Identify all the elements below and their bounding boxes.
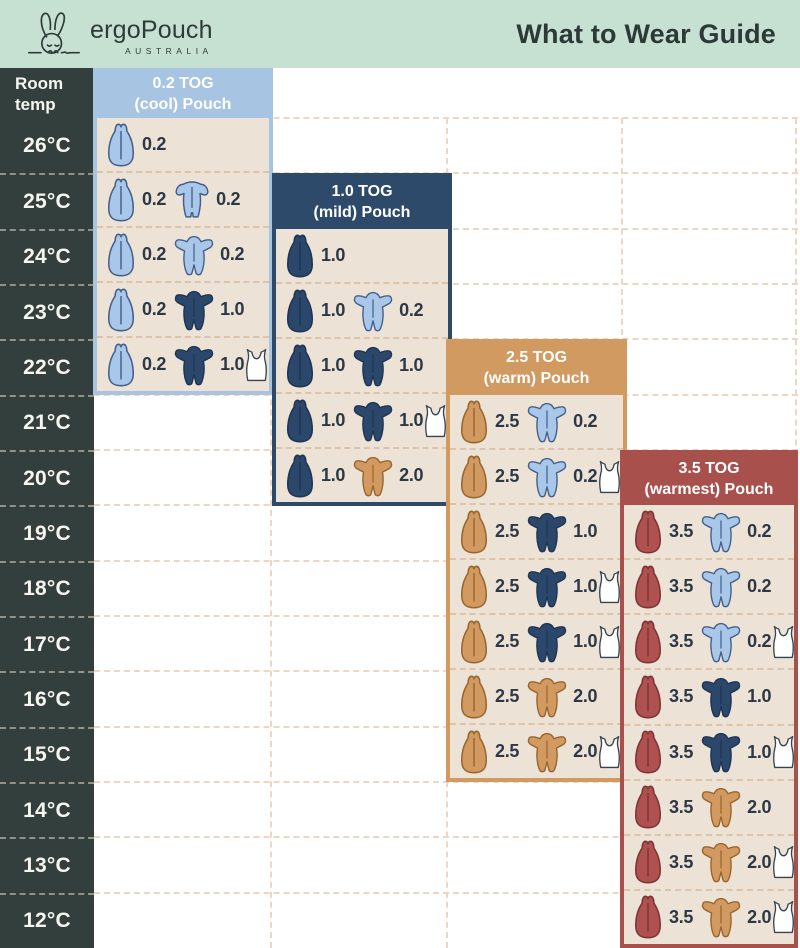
panel-row-21c (276, 392, 448, 447)
onesie-icon (698, 785, 744, 829)
singlet-icon (597, 458, 622, 496)
temp-label-21c: 21°C (0, 395, 94, 450)
tog-value: 2.5 (495, 521, 520, 541)
tog-value: 2.5 (495, 741, 520, 761)
sleeping-bag-icon (103, 122, 139, 168)
tog-value: 1.0 (573, 521, 598, 541)
sleeping-bag-icon (630, 894, 666, 940)
sleeping-bag-icon (630, 564, 666, 610)
temp-label-19c: 19°C (0, 505, 94, 560)
singlet-icon (771, 623, 794, 661)
onesie-icon (350, 289, 396, 333)
panel-row-17c (624, 613, 794, 668)
sleeping-bag-icon (456, 454, 492, 500)
onesie-icon (524, 455, 570, 499)
singlet-icon (771, 898, 794, 936)
brand-country: AUSTRALIA (124, 46, 213, 57)
tog-value: 3.5 (669, 631, 694, 652)
panel-row-23c (276, 282, 448, 337)
temp-label-16c: 16°C (0, 671, 94, 726)
sleeping-bag-icon (456, 619, 492, 665)
room-temp-column (0, 68, 94, 948)
tog-value: 3.5 (669, 686, 694, 707)
onesie-icon (698, 565, 744, 609)
tog-value: 3.5 (669, 576, 694, 597)
brand-text (90, 12, 213, 56)
panel-row-20c (276, 447, 448, 502)
tog-value: 1.0 (321, 465, 346, 485)
tog-value: 1.0 (399, 355, 424, 375)
panel-row-21c (450, 395, 623, 448)
tog-value: 0.2 (142, 134, 167, 154)
singlet-icon (597, 568, 622, 606)
temp-label-20c: 20°C (0, 450, 94, 505)
onesie-icon (524, 730, 570, 774)
panel-1-0-tog-header (276, 177, 448, 229)
panel-0-2-tog-header (97, 72, 269, 118)
temp-rows (0, 118, 94, 948)
panel-title-line1: 0.2 TOG (152, 75, 214, 93)
panel-2-5-tog-header (450, 343, 623, 395)
tog-value: 1.0 (220, 354, 245, 374)
panel-row-15c (450, 723, 623, 778)
tog-value: 2.0 (399, 465, 424, 485)
onesie-icon (524, 620, 570, 664)
tog-value: 2.0 (573, 741, 598, 761)
onesie-icon (171, 233, 217, 277)
panel-0-2-tog (93, 68, 273, 395)
tog-value: 1.0 (321, 355, 346, 375)
tog-value: 3.5 (669, 741, 694, 762)
panel-2-5-tog (446, 339, 627, 782)
tog-value: 0.2 (220, 244, 245, 264)
tog-value: 3.5 (669, 796, 694, 817)
tog-value: 0.2 (216, 189, 241, 209)
temp-label-24c: 24°C (0, 229, 94, 284)
panel-row-23c (97, 281, 269, 336)
top-banner (0, 0, 800, 68)
panel-row-18c (450, 558, 623, 613)
onesie-icon (698, 840, 744, 884)
temp-label-26c: 26°C (23, 133, 71, 157)
singlet-icon (244, 346, 269, 384)
tog-value: 0.2 (573, 411, 598, 431)
panel-row-18c (624, 558, 794, 613)
temp-label-23c: 23°C (0, 284, 94, 339)
onesie-icon (698, 620, 744, 664)
temp-label-22c: 22°C (0, 339, 94, 394)
tog-value: 0.2 (142, 189, 167, 209)
onesie-icon (350, 344, 396, 388)
panel-row-17c (450, 613, 623, 668)
sleeping-bag-icon (282, 453, 318, 499)
onesie-icon (350, 454, 396, 498)
panel-3-5-tog-header (624, 454, 794, 505)
tog-value: 1.0 (747, 741, 772, 762)
tog-value: 1.0 (573, 576, 598, 596)
sleeping-bag-icon (456, 674, 492, 720)
tog-value: 2.0 (573, 686, 598, 706)
tog-value: 3.5 (669, 906, 694, 927)
onesie-icon (698, 730, 744, 774)
panel-row-12c (624, 889, 794, 944)
panel-row-20c (450, 448, 623, 503)
onesie-icon (171, 288, 217, 332)
tog-value: 1.0 (399, 410, 424, 430)
onesie-icon (524, 510, 570, 554)
singlet-icon (771, 843, 794, 881)
tog-value: 3.5 (669, 521, 694, 542)
panel-row-15c (624, 724, 794, 779)
temp-label-12c: 12°C (0, 893, 94, 948)
panel-row-16c (450, 668, 623, 723)
panel-title-line2: (warmest) Pouch (644, 480, 774, 498)
tog-value: 0.2 (399, 300, 424, 320)
sleeping-bag-icon (103, 287, 139, 333)
temp-label-14c: 14°C (0, 782, 94, 837)
panel-0-2-tog-body (97, 118, 269, 391)
tog-value: 1.0 (321, 245, 346, 265)
sleeping-bag-icon (456, 399, 492, 445)
sleeping-bag-icon (103, 177, 139, 223)
onesie-icon (524, 565, 570, 609)
temp-label-25c: 25°C (0, 173, 94, 228)
sleeping-bag-icon (630, 619, 666, 665)
sleeping-bag-icon (456, 564, 492, 610)
sleeping-bag-icon (630, 674, 666, 720)
onesie-icon (350, 399, 396, 443)
panel-row-19c (624, 505, 794, 558)
tog-value: 0.2 (142, 244, 167, 264)
tog-value: 2.5 (495, 411, 520, 431)
singlet-icon (597, 623, 622, 661)
panel-row-22c (276, 337, 448, 392)
panel-title-line1: 2.5 TOG (505, 349, 568, 367)
sleeping-bag-icon (630, 839, 666, 885)
tog-value: 2.5 (495, 576, 520, 596)
panel-row-24c (276, 229, 448, 282)
panel-row-22c (97, 336, 269, 391)
tog-value: 2.0 (747, 906, 772, 927)
panel-row-26c (97, 118, 269, 171)
sleeping-bag-icon (282, 343, 318, 389)
tog-value: 1.0 (321, 300, 346, 320)
tog-value: 0.2 (747, 521, 772, 542)
onesie-icon (698, 895, 744, 939)
tog-value: 1.0 (220, 299, 245, 319)
sleeping-bag-icon (456, 509, 492, 555)
tog-value: 2.5 (495, 686, 520, 706)
tog-value: 2.5 (495, 631, 520, 651)
onesie-icon (524, 400, 570, 444)
singlet-icon (423, 402, 448, 440)
tog-value: 0.2 (573, 466, 598, 486)
short-sleeve-romper-icon (171, 179, 213, 221)
tog-value: 0.2 (142, 354, 167, 374)
tog-value: 1.0 (321, 410, 346, 430)
panel-3-5-tog-body (624, 505, 794, 944)
temp-label-15c: 15°C (0, 727, 94, 782)
panel-3-5-tog (620, 450, 798, 948)
room-temp-header: Room temp (15, 74, 64, 115)
panel-row-14c (624, 779, 794, 834)
sleeping-bag-icon (103, 342, 139, 388)
panel-1-0-tog-body (276, 229, 448, 502)
sleeping-bag-icon (103, 232, 139, 278)
sleeping-bag-icon (630, 784, 666, 830)
tog-value: 0.2 (142, 299, 167, 319)
onesie-icon (171, 343, 217, 387)
sleeping-bag-icon (630, 509, 666, 555)
panel-title-line2: (mild) Pouch (313, 204, 411, 221)
sleeping-bag-icon (282, 233, 318, 279)
temp-label-18c: 18°C (0, 561, 94, 616)
sleeping-bag-icon (282, 398, 318, 444)
tog-value: 2.0 (747, 796, 772, 817)
temp-label-17c: 17°C (0, 616, 94, 671)
panel-row-16c (624, 668, 794, 723)
tog-value: 1.0 (747, 686, 772, 707)
panel-2-5-tog-body (450, 395, 623, 778)
tog-value: 2.5 (495, 466, 520, 486)
brand-name: ergoPouch (90, 16, 213, 45)
panel-title-line2: (warm) Pouch (483, 370, 590, 387)
panel-row-24c (97, 226, 269, 281)
tog-value: 1.0 (573, 631, 598, 651)
rabbit-logo-icon (26, 8, 82, 60)
sleeping-bag-icon (282, 288, 318, 334)
temp-label-13c: 13°C (0, 837, 94, 892)
panel-row-25c (97, 171, 269, 226)
page-title: What to Wear Guide (516, 18, 776, 49)
onesie-icon (698, 675, 744, 719)
onesie-icon (698, 510, 744, 554)
tog-value: 0.2 (747, 576, 772, 597)
onesie-icon (524, 675, 570, 719)
tog-value: 0.2 (747, 631, 772, 652)
brand-logo (26, 8, 213, 60)
panel-title-line2: (cool) Pouch (134, 96, 232, 113)
panel-title-line1: 1.0 TOG (331, 183, 393, 201)
panel-row-13c (624, 834, 794, 889)
panel-row-19c (450, 503, 623, 558)
sleeping-bag-icon (630, 729, 666, 775)
singlet-icon (597, 733, 622, 771)
tog-value: 2.0 (747, 851, 772, 872)
panel-1-0-tog (272, 173, 452, 506)
sleeping-bag-icon (456, 729, 492, 775)
panel-title-line1: 3.5 TOG (678, 459, 740, 477)
singlet-icon (771, 733, 794, 771)
tog-value: 3.5 (669, 851, 694, 872)
